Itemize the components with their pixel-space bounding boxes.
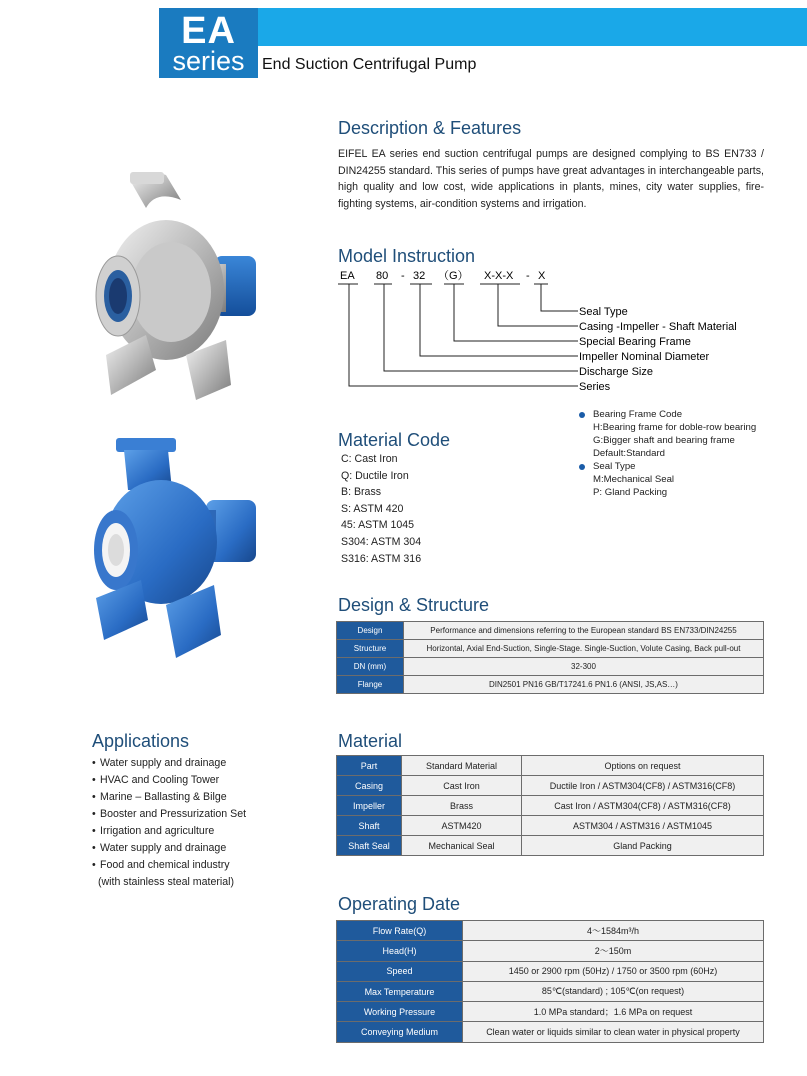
seal-note: M:Mechanical Seal: [593, 474, 675, 485]
design-value: DIN2501 PN16 GB/T17241.6 PN1.6 (ANSI, JS,AS…): [404, 676, 764, 694]
header-bar: [258, 8, 807, 46]
table-row: [337, 816, 764, 836]
material-code-item: Q: Ductile Iron: [341, 469, 409, 482]
material-code-list: [341, 451, 421, 567]
badge-ea-text: EA: [181, 10, 236, 52]
model-heading: Model Instruction: [338, 246, 476, 266]
table-row: [337, 836, 764, 856]
design-label: DN (mm): [337, 658, 404, 676]
bearing-note: G:Bigger shaft and bearing frame: [593, 435, 735, 446]
operating-value: 85℃(standard) ; 105℃(on request): [463, 981, 764, 1001]
label-discharge-size: Discharge Size: [579, 366, 653, 378]
table-row: [337, 961, 764, 981]
operating-value: 4～1584m³/h: [463, 921, 764, 941]
material-code-heading: Material Code: [338, 430, 451, 450]
badge-series-text: series: [172, 46, 245, 76]
design-label: Design: [337, 622, 404, 640]
material-table: [336, 755, 764, 856]
material-options: Gland Packing: [522, 836, 764, 856]
label-bearing-frame: Special Bearing Frame: [579, 336, 691, 348]
material-code-item: S304: ASTM 304: [341, 535, 422, 548]
design-heading: Design & Structure: [338, 595, 490, 615]
table-row: [337, 658, 764, 676]
operating-label: Conveying Medium: [337, 1022, 463, 1042]
table-row: [337, 640, 764, 658]
material-options: Ductile Iron / ASTM304(CF8) / ASTM316(CF8): [522, 776, 764, 796]
code-ea: EA: [340, 270, 355, 282]
list-item: • Water supply and drainage: [92, 757, 227, 769]
page-title: End Suction Centrifugal Pump: [262, 56, 477, 73]
applications-list: [92, 755, 246, 891]
design-value: 32-300: [404, 658, 764, 676]
series-badge: [159, 8, 258, 78]
code-dash2: -: [526, 270, 530, 282]
list-item: • Water supply and drainage: [92, 842, 227, 854]
material-standard: ASTM420: [402, 816, 522, 836]
material-code-item: S316: ASTM 316: [341, 552, 422, 565]
operating-label: Head(H): [337, 941, 463, 961]
design-label: Flange: [337, 676, 404, 694]
material-part: Impeller: [337, 796, 402, 816]
code-notes: [578, 408, 756, 499]
operating-label: Working Pressure: [337, 1002, 463, 1022]
bearing-frame-title: Bearing Frame Code: [578, 408, 756, 421]
material-code-item: 45: ASTM 1045: [341, 519, 415, 532]
code-x: X: [538, 270, 546, 282]
description-text: EIFEL EA series end suction centrifugal pumps are designed complying to BS EN733 / DIN24255 standard. This series of pumps have great advantages in interchangeable parts, high quality and low cost, wide applications in plants, mines, city water supplies, fire-fighting systems, air-condition systems and irrigation.: [338, 148, 764, 210]
material-code-item: C: Cast Iron: [341, 453, 398, 465]
bearing-note: Default:Standard: [593, 448, 665, 459]
operating-heading: Operating Date: [338, 894, 461, 914]
table-header: Standard Material: [402, 756, 522, 776]
label-series: Series: [579, 381, 611, 393]
operating-value: 2～150m: [463, 941, 764, 961]
table-row: [337, 921, 764, 941]
table-header: Options on request: [522, 756, 764, 776]
table-row: [337, 1002, 764, 1022]
description-heading: Description & Features: [338, 118, 522, 138]
blue-pump-image: [86, 430, 271, 670]
design-table: [336, 621, 764, 694]
code-g: （G）: [438, 270, 469, 282]
operating-label: Max Temperature: [337, 981, 463, 1001]
design-label: Structure: [337, 640, 404, 658]
label-material: Casing -Impeller - Shaft Material: [579, 321, 737, 333]
operating-table: [336, 920, 764, 1043]
table-row: [337, 941, 764, 961]
table-row: [337, 676, 764, 694]
operating-label: Flow Rate(Q): [337, 921, 463, 941]
design-value: Horizontal, Axial End-Suction, Single-Stage. Single-Suction, Volute Casing, Back pull-out: [404, 640, 764, 658]
material-heading: Material: [338, 731, 403, 751]
list-item-footnote: (with stainless steal material): [98, 876, 234, 888]
seal-note: P: Gland Packing: [593, 487, 668, 498]
table-header: Part: [337, 756, 402, 776]
label-impeller-diameter: Impeller Nominal Diameter: [579, 351, 710, 363]
material-part: Casing: [337, 776, 402, 796]
design-value: Performance and dimensions referring to the European standard BS EN733/DIN24255: [404, 622, 764, 640]
material-standard: Mechanical Seal: [402, 836, 522, 856]
list-item: • Marine – Ballasting & Bilge: [92, 791, 227, 803]
operating-value: 1.0 MPa standard；1.6 MPa on request: [463, 1002, 764, 1022]
applications-heading: Applications: [92, 731, 190, 751]
material-part: Shaft: [337, 816, 402, 836]
operating-label: Speed: [337, 961, 463, 981]
stainless-pump-image: [86, 160, 271, 410]
code-32: 32: [413, 270, 426, 282]
list-item: • Food and chemical industry: [92, 859, 230, 871]
table-row: [337, 1022, 764, 1042]
material-standard: Cast Iron: [402, 776, 522, 796]
model-diagram: [330, 262, 770, 397]
code-80: 80: [376, 270, 389, 282]
bearing-note: H:Bearing frame for doble-row bearing: [593, 422, 757, 433]
material-options: Cast Iron / ASTM304(CF8) / ASTM316(CF8): [522, 796, 764, 816]
material-code-item: S: ASTM 420: [341, 502, 404, 515]
material-options: ASTM304 / ASTM316 / ASTM1045: [522, 816, 764, 836]
list-item: • Irrigation and agriculture: [92, 825, 215, 837]
seal-type-title: Seal Type: [578, 460, 756, 473]
list-item: • HVAC and Cooling Tower: [92, 774, 220, 786]
operating-value: Clean water or liquids similar to clean water in physical property: [463, 1022, 764, 1042]
code-dash1: -: [401, 270, 405, 282]
table-row: [337, 622, 764, 640]
material-standard: Brass: [402, 796, 522, 816]
code-xxx: X-X-X: [484, 270, 514, 282]
table-row: [337, 776, 764, 796]
material-part: Shaft Seal: [337, 836, 402, 856]
material-code-item: B: Brass: [341, 486, 382, 499]
operating-value: 1450 or 2900 rpm (50Hz) / 1750 or 3500 rpm (60Hz): [463, 961, 764, 981]
table-header-row: [337, 756, 764, 776]
label-seal-type: Seal Type: [579, 306, 628, 318]
list-item: • Booster and Pressurization Set: [92, 808, 247, 820]
table-row: [337, 796, 764, 816]
model-connector-lines: [338, 284, 578, 386]
table-row: [337, 981, 764, 1001]
